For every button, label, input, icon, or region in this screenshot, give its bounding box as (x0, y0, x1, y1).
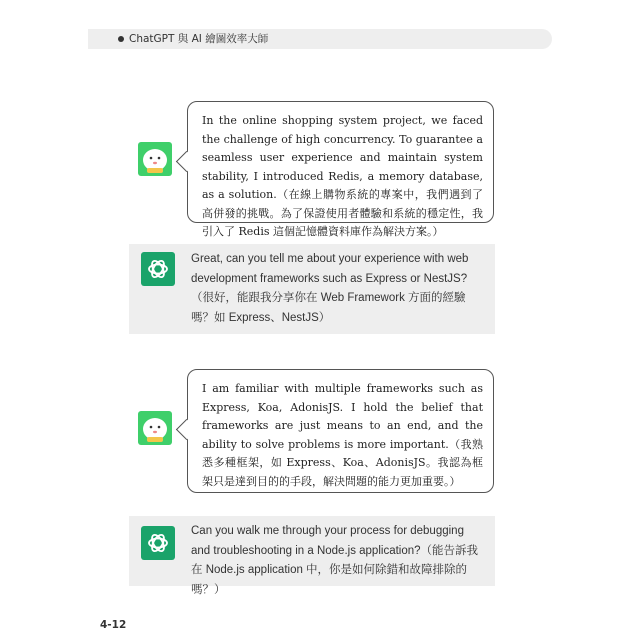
bullet-icon (118, 36, 124, 42)
assistant-message-block (129, 516, 495, 596)
openai-logo-icon (141, 526, 175, 560)
chapter-title: ChatGPT 與 AI 繪圖效率大師 (129, 33, 269, 45)
assistant-message-text: Great, can you tell me about your experience with web development frameworks such as Express or NestJS?（很好，能跟我分享你在 Web Framework 方面的經驗嗎？如 Express、NestJS） (191, 253, 469, 324)
user-message-text: In the online shopping system project, we faced the challenge of high concurrency. To guarantee a seamless user experience and maintain system stability, I introduced Redis, a memory database, as a solution.（在線上購物系統的專案中，我們遇到了高併發的挑戰。為了保證使用者體驗和系統的穩定性，我引入了 Redis 這個記憶體資料庫作為解決方案。） (202, 114, 483, 238)
assistant-message-text: Can you walk me through your process for debugging and troubleshooting in a Node.js application?（能告訴我在 Node.js application 中，你是如何除錯和故障排除的嗎？） (191, 525, 479, 596)
user-avatar-icon (138, 142, 172, 176)
user-avatar-icon (138, 411, 172, 445)
user-message-bubble (187, 369, 494, 493)
assistant-message-block (129, 244, 495, 334)
user-message-bubble (187, 101, 494, 238)
bubble-tail (176, 151, 197, 172)
page-number: 4-12 (100, 619, 127, 631)
user-message-text: I am familiar with multiple frameworks such as Express, Koa, AdonisJS. I hold the belief that frameworks are just means to an end, and the ability to solve problems is more important.（我熟悉多種框架，如 Express、Koa、AdonisJS。我認為框架只是達到目的的手段，解決問題的能力更加重要。） (202, 382, 483, 488)
bubble-tail (176, 419, 197, 440)
chapter-header (88, 29, 552, 49)
openai-logo-icon (141, 252, 175, 286)
